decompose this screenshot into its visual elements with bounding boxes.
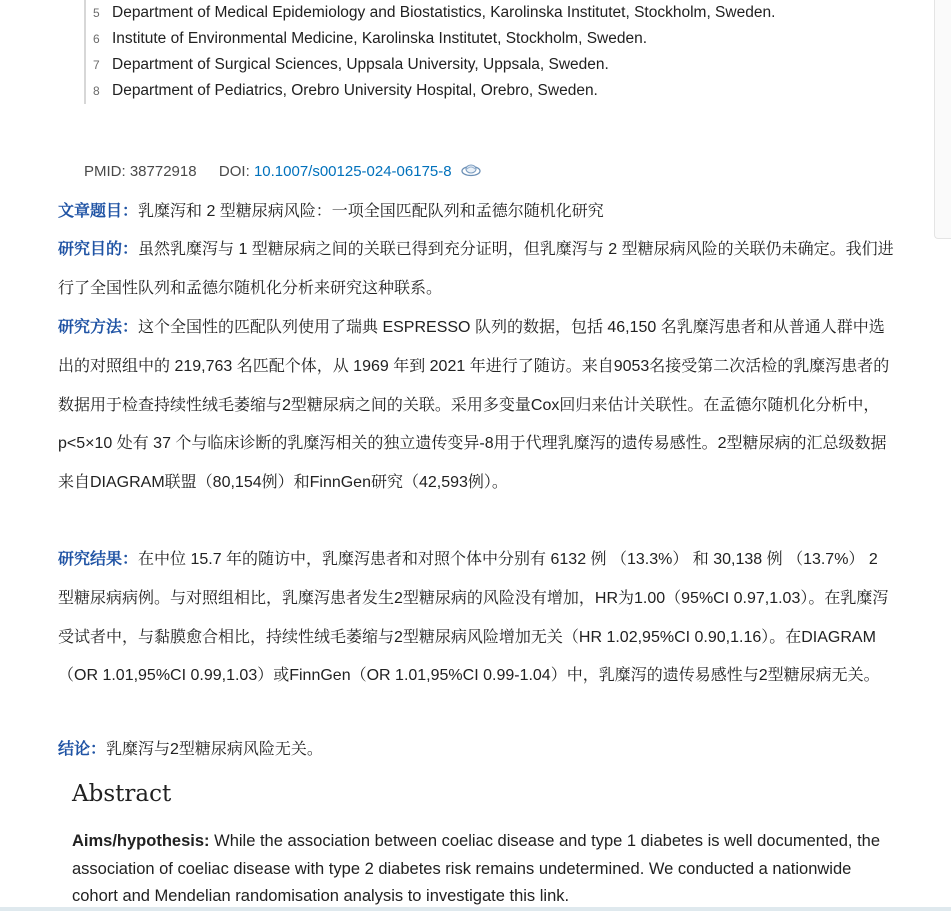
- side-panel-edge: [934, 0, 951, 239]
- cn-results-text: 在中位 15.7 年的随访中，乳糜泻患者和对照个体中分别有 6132 例 （13.3%） 和 30,138 例 （13.7%） 2 型糖尿病病例。与对照组相比，乳糜泻患者发生2型糖尿病的风险没有增加，HR为1.00（95%CI 0.97,1.03）。在乳糜泻受试者中，与黏膜愈合相比，持续性绒毛萎缩与2型糖尿病风险增加无关（HR 1.02,95%CI 0.90,1.16）。在DIAGRAM（OR 1.01,95%CI 0.99,1.03）或FinnGen（OR 1.01,95%CI 0.99-1.04）中，乳糜泻的遗传易感性与2型糖尿病无关。: [58, 551, 889, 685]
- pmid: PMID: 38772918: [84, 163, 197, 180]
- cn-conclusion-paragraph: [58, 731, 896, 770]
- abstract-aims-paragraph: [72, 828, 892, 911]
- affiliation-item: [93, 78, 852, 104]
- abstract-heading: Abstract: [72, 781, 172, 807]
- doi-label: DOI:: [218, 163, 250, 180]
- affiliation-item: [93, 0, 852, 26]
- article-identifiers: [84, 163, 482, 181]
- cn-results-paragraph: [58, 541, 896, 696]
- abstract-aims-label: Aims/hypothesis:: [72, 832, 210, 850]
- affiliation-text: Institute of Environmental Medicine, Karolinska Institutet, Stockholm, Sweden.: [112, 30, 648, 47]
- cn-aim-label: 研究目的：: [58, 241, 139, 258]
- doi-link[interactable]: 10.1007/s00125-024-06175-8: [253, 163, 452, 180]
- cn-title-text: 乳糜泻和 2 型糖尿病风险：一项全国匹配队列和孟德尔随机化研究: [138, 203, 604, 220]
- cn-methods-label: 研究方法：: [58, 319, 139, 336]
- cn-methods-text: 这个全国性的匹配队列使用了瑞典 ESPRESSO 队列的数据，包括 46,150 名乳糜泻患者和从普通人群中选出的对照组中的 219,763 名匹配个体，从 1969 年到 2021 年进行了随访。来自9053名接受第二次活检的乳糜泻患者的数据用于检查持续性绒毛萎缩与2型糖尿病之间的关联。采用多变量Cox回归来估计关联性。在孟德尔随机化分析中，p<5×10 处有 37 个与临床诊断的乳糜泻相关的独立遗传变异-8用于代理乳糜泻的遗传易感性。2型糖尿病的汇总级数据来自DIAGRAM联盟（80,154例）和FinnGen研究（42,593例）。: [58, 319, 890, 492]
- cn-results-label: 研究结果：: [58, 551, 139, 568]
- affiliation-text: Department of Pediatrics, Orebro University Hospital, Orebro, Sweden.: [112, 82, 598, 99]
- affiliation-text: Department of Medical Epidemiology and Biostatistics, Karolinska Institutet, Stockholm, Sweden.: [112, 4, 776, 21]
- bottom-divider: [0, 907, 951, 911]
- cn-title-paragraph: [58, 193, 896, 232]
- affiliation-number: 5: [93, 6, 100, 20]
- affiliation-text: Department of Surgical Sciences, Uppsala University, Uppsala, Sweden.: [112, 56, 609, 73]
- cn-title-label: 文章题目：: [58, 203, 139, 220]
- cn-aim-text: 虽然乳糜泻与 1 型糖尿病之间的关联已得到充分证明，但乳糜泻与 2 型糖尿病风险的关联仍未确定。我们进行了全国性队列和孟德尔随机化分析来研究这种联系。: [58, 241, 894, 297]
- external-link-icon[interactable]: [460, 163, 482, 181]
- affiliation-item: [93, 26, 852, 52]
- cn-aim-paragraph: [58, 231, 896, 309]
- abstract-aims-text: While the association between coeliac disease and type 1 diabetes is well documented, the association of coeliac disease with type 2 diabetes risk remains undetermined. We conducted a nationwide cohort and Mendelian randomisation analysis to investigate this link.: [72, 832, 881, 905]
- affiliation-item: [93, 52, 852, 78]
- affiliation-number: 8: [93, 84, 100, 98]
- cn-conclusion-text: 乳糜泻与2型糖尿病风险无关。: [106, 741, 323, 758]
- affiliation-list: [84, 0, 852, 104]
- cn-methods-paragraph: [58, 309, 896, 503]
- affiliation-number: 7: [93, 58, 100, 72]
- cn-conclusion-label: 结论：: [58, 741, 107, 758]
- affiliation-number: 6: [93, 32, 100, 46]
